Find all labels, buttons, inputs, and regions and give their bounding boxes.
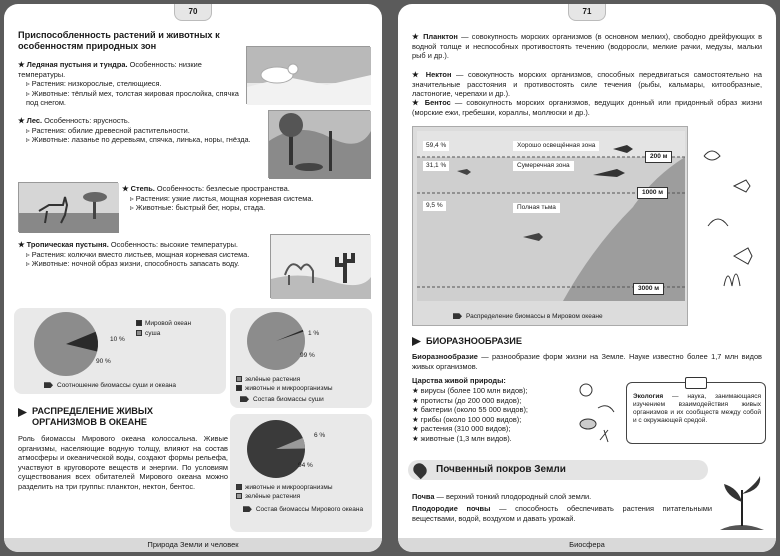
soil-heading-bar: Почвенный покров Земли bbox=[408, 460, 708, 480]
ocean-depth-diagram bbox=[412, 126, 688, 326]
zone1-percent: 59,4 % bbox=[423, 141, 449, 151]
zone3-label: Полная тьма bbox=[513, 203, 560, 213]
depth-3000: 3000 м bbox=[633, 283, 664, 295]
pie1-label-small: 10 % bbox=[110, 336, 125, 343]
zone1-label: Хорошо освещённая зона bbox=[513, 141, 599, 151]
sprout-icon bbox=[716, 474, 766, 536]
nekton-definition: ★ Нектон — совокупность морских организмов, способных передвигаться самостоятельно на значительные расстояния и противостоять силе течения (рыбы, кальмары, китообразные, ластоногие, черепахи и др.). bbox=[412, 70, 762, 99]
ocean-diagram-caption: Распределение биомассы в Мировом океане bbox=[453, 313, 603, 321]
tundra-illustration bbox=[246, 46, 370, 104]
pie2-label-big: 99 % bbox=[300, 352, 315, 359]
zone2-label: Сумеречная зона bbox=[513, 161, 574, 171]
camel-cactus-icon bbox=[271, 235, 371, 299]
list-item: ★ протисты (до 200 000 видов); bbox=[412, 395, 522, 405]
sea-creatures-illustration bbox=[694, 126, 766, 326]
kingdoms-list bbox=[412, 386, 582, 444]
list-item: ★ животные (1,3 млн видов). bbox=[412, 433, 512, 443]
pie2-legend-animals: животные и микроорганизмы bbox=[236, 385, 333, 393]
list-item: ★ вирусы (более 100 млн видов); bbox=[412, 386, 528, 395]
benthos-definition: ★ Бентос — совокупность морских организмов, ведущих донный или придонный образ жизни (морские ежи, гребешки, кораллы, моллюски и др.). bbox=[412, 98, 762, 117]
pie3-svg bbox=[236, 418, 316, 482]
zone2-percent: 31,1 % bbox=[423, 161, 449, 171]
right-page bbox=[398, 4, 776, 552]
ocean-distribution-text: Роль биомассы Мирового океана колоссальна. Живые организмы, населяющие водную толщу, влияют на состав атмосферы и океанической воды, создают формы рельефа, участвуют в круговороте веществ и энергии. По условиям существования всех обитателей Мирового океана можно разделить на три группы: планктон, нектон, бентос. bbox=[18, 434, 228, 491]
page-footer: Биосфера bbox=[398, 538, 776, 552]
forest-icon bbox=[269, 111, 371, 179]
desert-illustration bbox=[270, 234, 370, 298]
zone-desert: ★ Тропическая пустыня. Особенность: высокие температуры. ▹ Растения: колючки вместо листьев, мощная корневая система. ▹ Животные: ночной образ жизни, способность запасать воду. bbox=[18, 240, 250, 269]
kingdoms-title: Царства живой природы: bbox=[412, 376, 506, 385]
pie-chart-land-ocean bbox=[14, 308, 226, 394]
pie3-legend-plants: зелёные растения bbox=[236, 493, 300, 501]
pie-chart-ocean-biomass bbox=[230, 414, 372, 532]
ocean-distribution-heading: РАСПРЕДЕЛЕНИЕ ЖИВЫХ ОРГАНИЗМОВ В ОКЕАНЕ bbox=[18, 406, 218, 428]
soil-definition: Почва — верхний тонкий плодородный слой земли. bbox=[412, 492, 592, 501]
steppe-illustration bbox=[18, 182, 118, 232]
biodiversity-definition: Биоразнообразие — разнообразие форм жизни на Земле. Науке известно более 1,7 млн видов живых организмов. bbox=[412, 352, 762, 371]
list-item: ★ растения (310 000 видов); bbox=[412, 424, 511, 434]
zone-steppe: ★ Степь. Особенность: безлесые пространства. ▹ Растения: узкие листья, мощная корневая система. ▹ Животные: быстрый бег, норы, стада. bbox=[122, 184, 314, 213]
page-footer: Природа Земли и человек bbox=[4, 538, 382, 552]
pie3-label-small: 6 % bbox=[314, 432, 326, 439]
antelope-icon bbox=[19, 183, 119, 233]
pie3-caption: Состав биомассы Мирового океана bbox=[240, 506, 366, 514]
microorganisms-illustration bbox=[574, 380, 618, 446]
pie-chart-land-biomass bbox=[230, 308, 372, 408]
fertility-definition: Плодородие почвы — способность обеспечивать растения питательными веществами, водой, воздухом и давать урожай. bbox=[412, 504, 712, 523]
pie3-legend-animals: животные и микроорганизмы bbox=[236, 484, 333, 492]
section-title: Приспособленность растений и животных к особенностям природных зон bbox=[18, 30, 220, 51]
pie2-caption: Состав биомассы суши bbox=[240, 396, 324, 404]
page-number: 71 bbox=[568, 4, 607, 21]
zone-tundra: ★ Ледяная пустыня и тундра. Особенность: низкие температуры. ▹ Растения: низкорослые, стелющиеся. ▹ Животные: тёплый мех, толстая жировая прослойка, спячка под снегом. bbox=[18, 60, 239, 108]
zone-forest: ★ Лес. Особенность: ярусность. ▹ Растения: обилие древесной растительности. ▹ Животные: лазанье по деревьям, спячка, линька, норы, гнёзда. bbox=[18, 116, 251, 145]
pie1-caption: Соотношение биомассы суши и океана bbox=[44, 382, 176, 390]
list-item: ★ бактерии (около 55 000 видов); bbox=[412, 405, 528, 415]
biodiversity-heading: БИОРАЗНООБРАЗИЕ bbox=[412, 336, 712, 347]
pie1-svg bbox=[24, 310, 114, 380]
left-page bbox=[4, 4, 382, 552]
forest-illustration bbox=[268, 110, 370, 178]
pie2-svg bbox=[236, 310, 316, 374]
location-pin-icon bbox=[411, 461, 429, 479]
pie1-legend-land: суша bbox=[136, 330, 160, 338]
pie2-legend-plants: зелёные растения bbox=[236, 376, 300, 384]
page-number: 70 bbox=[174, 4, 213, 21]
zone3-percent: 9,5 % bbox=[423, 201, 446, 211]
pie3-label-big: 94 % bbox=[298, 462, 313, 469]
list-item: ★ грибы (около 100 000 видов); bbox=[412, 414, 522, 424]
depth-200: 200 м bbox=[645, 151, 672, 163]
book-icon bbox=[685, 377, 707, 389]
depth-1000: 1000 м bbox=[637, 187, 668, 199]
pie1-legend-ocean: Мировой океан bbox=[136, 320, 191, 328]
arctic-fox-icon bbox=[247, 47, 371, 105]
plankton-definition: ★ Планктон — совокупность морских организмов (в основном мелких), свободно дрейфующих в водной толще и неспособных противостоять течению (водоросли, мелкие рачки, медузы, мальки рыб и др.). bbox=[412, 32, 762, 61]
pie1-label-big: 90 % bbox=[96, 358, 111, 365]
ecology-note: Экология — наука, занимающаяся изучением взаимодействия живых организмов и их сообществ между собой и с окружающей средой. bbox=[626, 382, 766, 444]
pie2-label-small: 1 % bbox=[308, 330, 320, 337]
